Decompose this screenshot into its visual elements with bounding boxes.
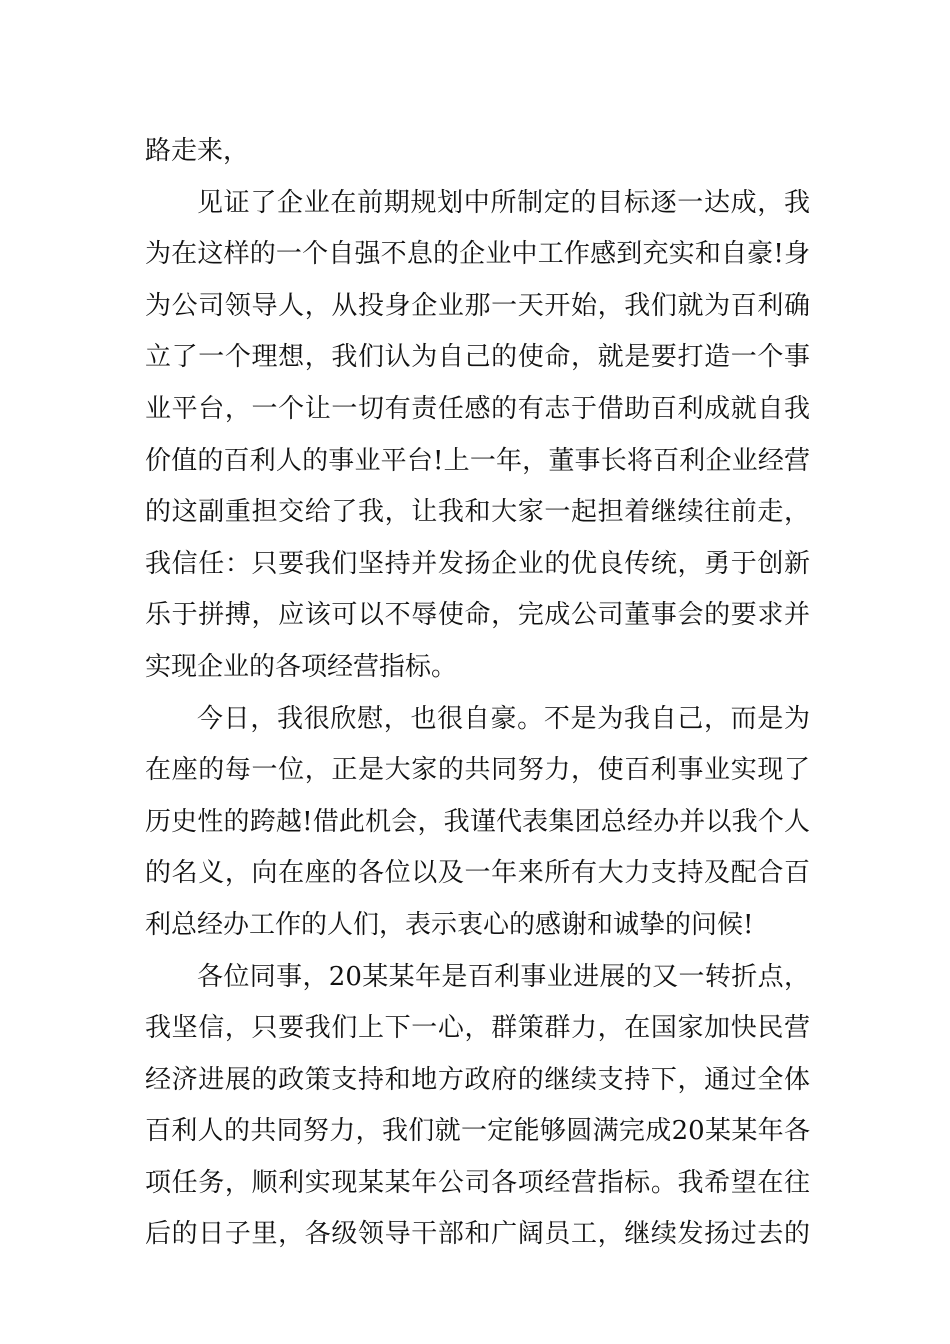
text-line: 价值的百利人的事业平台!上一年，董事长将百利企业经营: [145, 445, 810, 476]
text-line: 的这副重担交给了我，让我和大家一起担着继续往前走，: [145, 497, 810, 528]
text-line: 立了一个理想，我们认为自己的使命，就是要打造一个事: [145, 342, 810, 373]
text-line: 今日，我很欣慰，也很自豪。不是为我自己，而是为: [197, 703, 810, 734]
text-line: 路走来，: [145, 136, 250, 166]
body-text: [145, 126, 810, 1261]
text-line: 的名义，向在座的各位以及一年来所有大力支持及配合百: [145, 858, 810, 889]
text-line: 利总经办工作的人们，表示衷心的感谢和诚挚的问候!: [145, 909, 754, 940]
text-line: 在座的每一位，正是大家的共同努力，使百利事业实现了: [145, 755, 810, 786]
text-line: 后的日子里，各级领导干部和广阔员工，继续发扬过去的: [145, 1219, 810, 1250]
text-line: 为在这样的一个自强不息的企业中工作感到充实和自豪!身: [145, 239, 810, 270]
text-line: 实现企业的各项经营指标。: [145, 651, 458, 682]
text-line: 业平台，一个让一切有责任感的有志于借助百利成就自我: [145, 393, 810, 424]
text-line: 我信任：只要我们坚持并发扬企业的优良传统，勇于创新: [145, 548, 810, 579]
text-line: 乐于拼搏，应该可以不辱使命，完成公司董事会的要求并: [145, 600, 810, 631]
text-line: 经济进展的政策支持和地方政府的继续支持下，通过全体: [145, 1064, 810, 1095]
text-line: 百利人的共同努力，我们就一定能够圆满完成20某某年各: [145, 1116, 810, 1147]
text-line: 见证了企业在前期规划中所制定的目标逐一达成，我: [197, 187, 810, 218]
text-line: 各位同事，20某某年是百利事业进展的又一转折点，: [197, 961, 810, 992]
text-line: 我坚信，只要我们上下一心，群策群力，在国家加快民营: [145, 1013, 810, 1044]
text-line: 为公司领导人，从投身企业那一天开始，我们就为百利确: [145, 290, 810, 321]
text-line: 历史性的跨越!借此机会，我谨代表集团总经办并以我个人: [145, 806, 810, 837]
text-line: 项任务，顺利实现某某年公司各项经营指标。我希望在往: [145, 1167, 810, 1198]
